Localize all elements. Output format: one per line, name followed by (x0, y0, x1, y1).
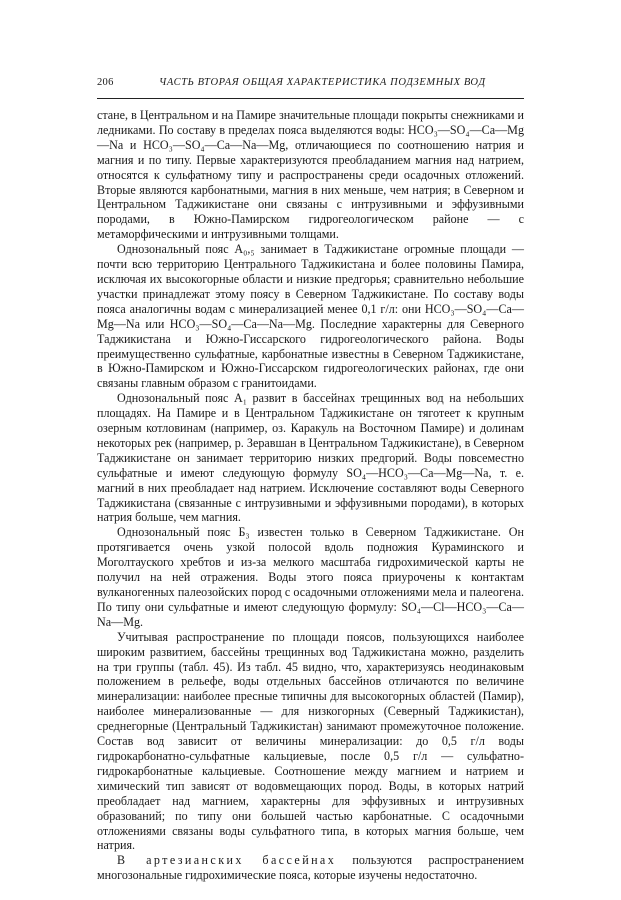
paragraph-continuation: стане, в Центральном и на Памире значительные площади покрыты снежниками и ледниками. По составу в пределах пояса выделяются воды: HCO₃—SO₄—Ca—Mg—Na и HCO₃—SO₄—Ca—Na—Mg, отличающиеся по соотношению натрия и магния и по типу. Первые характеризуются преобладанием магния над натрием, относятся к сульфатному типу и распространены среди осадочных отложений. Вторые являются карбонатными, магния в них меньше, чем натрия; в Северном и Центральном Таджикистане они связаны с интрузивными и эффузивными породами, в Южно-Памирском гидрогеологическом районе — с метаморфическими и интрузивными толщами. (97, 108, 524, 242)
paragraph-belt-b3: Однозональный пояс Б₃ известен только в Северном Таджикистане. Он протягивается очень узкой полосой вдоль подножия Кураминского и Моголтауского хребтов и из-за мелкого масштаба гидрохимической карты не получил на ней отражения. Воды этого пояса приурочены к контактам вулканогенных палеозойских пород с осадочными отложениями мела и палеогена. По типу они сульфатные и имеют следующую формулу: SO₄—Cl—HCO₃—Ca—Na—Mg. (97, 525, 524, 629)
paragraph-belt-a1: Однозональный пояс A₁ развит в бассейнах трещинных вод на небольших площадях. На Памире и в Центральном Таджикистане он тяготеет к крупным озерным котловинам (например, оз. Каракуль на Восточном Памире) и долинам некоторых рек (например, р. Зеравшан в Центральном Таджикистане), в Северном Таджикистане он занимает территорию низких предгорий. Воды повсеместно сульфатные и имеют следующую формулу SO₄—HCO₃—Ca—Mg—Na, т. е. магний в них преобладает над натрием. Исключение составляют воды Северного Таджикистана (связанные с интрузивными и эффузивными породами), в которых натрия больше, чем магния. (97, 391, 524, 525)
spaced-heading-phrase: В артезианских бассейнах (117, 853, 337, 868)
paragraph-basin-groups: Учитывая распространение по площади поясов, пользующихся наиболее широким развитием, бассейны трещинных вод Таджикистана можно, разделить на три группы (табл. 45). Из табл. 45 видно, что, характеризуясь неодинаковым положением в рельефе, воды отдельных бассейнов отличаются по величине минерализации: наиболее пресные типичны для высокогорных областей (Памир), наиболее минерализованные — для низкогорных (Северный Таджикистан), среднегорные (Центральный Таджикистан) занимают промежуточное положение. Состав вод зависит от величины минерализации: до 0,5 г/л воды гидрокарбонатно-сульфатные кальциевые, после 0,5 г/л — сульфатно-гидрокарбонатные кальциевые. Соотношение между магнием и натрием и химический тип зависят от водовмещающих пород. Воды, в которых натрий преобладает над магнием, характерны для эффузивных и интрузивных образований; по типу они большей частью карбонатные. С осадочными отложениями связаны воды сульфатного типа, в которых магния больше, чем натрия. (97, 629, 524, 853)
running-title: ЧАСТЬ ВТОРАЯ ОБЩАЯ ХАРАКТЕРИСТИКА ПОДЗЕМНЫХ ВОД (159, 77, 486, 88)
paragraph-artesian-basins (97, 853, 524, 883)
paragraph-belt-a05: Однозональный пояс A₀,₅ занимает в Таджикистане огромные площади — почти всю территорию Центрального Таджикистана и более половины Памира, исключая их высокогорные области и низкие предгорья; сравнительно небольшие участки принадлежат этому поясу в Северном Таджикистане. По составу воды пояса аналогичны водам с минерализацией менее 0,1 г/л: они HCO₃—SO₄—Ca—Mg—Na или HCO₃—SO₄—Ca—Na—Mg. Последние характерны для Северного Таджикистана и Южно-Гиссарского гидрогеологического района. Воды преимущественно сульфатные, карбонатные известны в Северном Таджикистане, в Южно-Памирском и Южно-Гиссарском гидрогеологических районах, где они связаны главным образом с гранитоидами. (97, 242, 524, 391)
paragraph-artesian-text: пользуются распространением многозональные гидрохимические пояса, которые изучены недостаточно. (97, 853, 524, 883)
page-number: 206 (97, 77, 114, 88)
header-rule (97, 98, 524, 99)
body-text (97, 108, 524, 883)
page-header (97, 77, 522, 95)
